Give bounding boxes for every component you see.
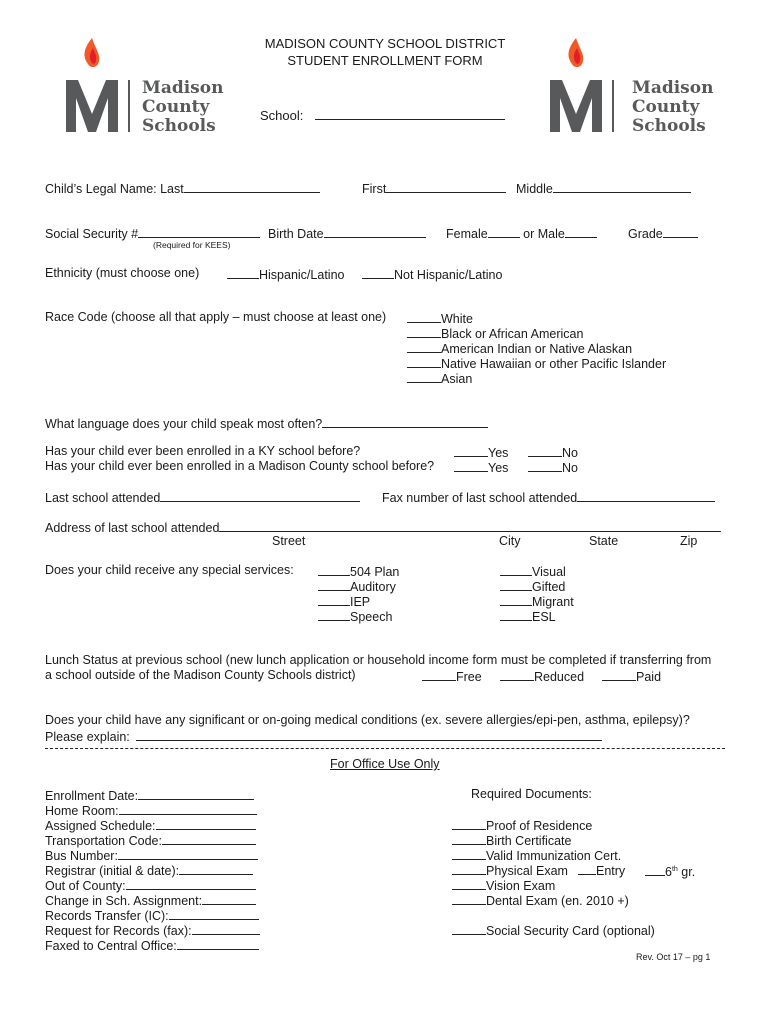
medical-question: Does your child have any significant or on-going medical conditions (ex. severe allergies/epi-pen, asthma, epilepsy)? [45, 713, 690, 727]
fax-last-school-field: Fax number of last school attended [382, 489, 715, 506]
office-use-title: For Office Use Only [330, 757, 440, 771]
service-option: Speech [318, 608, 392, 625]
office-field: Registrar (initial & date): [45, 862, 253, 879]
doc-checkbox[interactable] [452, 817, 486, 830]
grade-input[interactable] [663, 225, 698, 238]
language-field: What language does your child speak most often? [45, 415, 488, 432]
office-field: Request for Records (fax): [45, 922, 260, 939]
last-school-field: Last school attended [45, 489, 360, 506]
logo-text-right: Madison County Schools [632, 78, 714, 136]
name-row: Child’s Legal Name: Last [45, 180, 320, 197]
service-option: Migrant [500, 593, 574, 610]
office-input[interactable] [202, 892, 256, 905]
last-name-input[interactable] [184, 180, 320, 193]
madison-no: No [528, 459, 578, 476]
yes-checkbox[interactable] [454, 459, 488, 472]
doc-checkbox[interactable] [452, 847, 486, 860]
doc-checkbox[interactable] [452, 832, 486, 845]
office-input[interactable] [177, 937, 259, 950]
doc-item: Vision Exam [452, 877, 555, 894]
ssc-checkbox[interactable] [452, 922, 486, 935]
office-field: Enrollment Date: [45, 787, 254, 804]
service-option: Auditory [318, 578, 396, 595]
doc-item: Proof of Residence [452, 817, 592, 834]
doc-checkbox[interactable] [452, 892, 486, 905]
service-option: Gifted [500, 578, 565, 595]
office-field: Home Room: [45, 802, 257, 819]
ky-enrolled-question: Has your child ever been enrolled in a KY school before? [45, 444, 361, 458]
office-input[interactable] [118, 847, 258, 860]
service-option: 504 Plan [318, 563, 399, 580]
ssn-input[interactable] [138, 225, 260, 238]
middle-name-input[interactable] [553, 180, 691, 193]
office-divider [45, 748, 725, 749]
hispanic-checkbox[interactable] [227, 266, 259, 279]
service-checkbox[interactable] [500, 563, 532, 576]
office-input[interactable] [126, 877, 256, 890]
doc-item: Dental Exam (en. 2010 +) [452, 892, 629, 909]
gender-field: Female or Male [446, 225, 597, 242]
female-checkbox[interactable] [488, 225, 520, 238]
lunch-paid: Paid [602, 668, 661, 685]
not-hispanic-checkbox[interactable] [362, 266, 394, 279]
race-label: Race Code (choose all that apply – must choose at least one) [45, 310, 387, 324]
race-option: American Indian or Native Alaskan [407, 340, 632, 357]
form-title: STUDENT ENROLLMENT FORM [287, 53, 483, 68]
office-input[interactable] [119, 802, 257, 815]
race-checkbox[interactable] [407, 325, 441, 338]
service-checkbox[interactable] [318, 608, 350, 621]
no-checkbox[interactable] [528, 444, 562, 457]
ssn-field: Social Security # [45, 225, 260, 242]
office-input[interactable] [179, 862, 253, 875]
school-field: School: [260, 107, 505, 123]
service-option: ESL [500, 608, 556, 625]
first-name-field: First [362, 180, 506, 197]
medical-explain-input[interactable] [136, 728, 602, 741]
form-header [230, 35, 540, 69]
office-input[interactable] [192, 922, 260, 935]
race-checkbox[interactable] [407, 340, 441, 353]
ky-yes: Yes [454, 444, 508, 461]
doc-item: Physical Exam [452, 862, 568, 879]
birth-date-input[interactable] [324, 225, 426, 238]
school-input[interactable] [315, 107, 505, 120]
logo-text-left: Madison County Schools [142, 78, 224, 136]
service-checkbox[interactable] [500, 608, 532, 621]
office-input[interactable] [138, 787, 254, 800]
doc-checkbox[interactable] [452, 877, 486, 890]
doc-checkbox[interactable] [452, 862, 486, 875]
ethnicity-hispanic: Hispanic/Latino [227, 266, 344, 283]
district-title: MADISON COUNTY SCHOOL DISTRICT [264, 36, 506, 51]
address-state-label: State [589, 534, 619, 548]
race-option: Asian [407, 370, 472, 387]
ssn-note: (Required for KEES) [153, 240, 231, 250]
medical-explain-field: Please explain: [45, 728, 602, 745]
ky-no: No [528, 444, 578, 461]
address-field: Address of last school attended [45, 519, 721, 536]
address-zip-label: Zip [680, 534, 698, 548]
service-option: IEP [318, 593, 370, 610]
fax-last-school-input[interactable] [577, 489, 715, 502]
ethnicity-label: Ethnicity (must choose one) [45, 266, 200, 280]
free-checkbox[interactable] [422, 668, 456, 681]
middle-name-field: Middle [516, 180, 691, 197]
ethnicity-not-hispanic: Not Hispanic/Latino [362, 266, 502, 283]
physical-entry-field: Entry [578, 862, 625, 879]
revision-footer: Rev. Oct 17 – pg 1 [636, 952, 711, 962]
office-field: Assigned Schedule: [45, 817, 256, 834]
ssc-item: Social Security Card (optional) [452, 922, 655, 939]
birth-date-field: Birth Date [268, 225, 426, 242]
service-checkbox[interactable] [500, 593, 532, 606]
service-checkbox[interactable] [318, 563, 350, 576]
madison-yes: Yes [454, 459, 508, 476]
lunch-free: Free [422, 668, 482, 685]
lunch-status-text: Lunch Status at previous school (new lunch application or household income form must be completed if transferring from [45, 653, 712, 667]
last-school-input[interactable] [160, 489, 360, 502]
service-checkbox[interactable] [318, 578, 350, 591]
office-field: Out of County: [45, 877, 256, 894]
office-field: Bus Number: [45, 847, 258, 864]
race-checkbox[interactable] [407, 370, 441, 383]
service-checkbox[interactable] [318, 593, 350, 606]
lunch-reduced: Reduced [500, 668, 584, 685]
address-street-label: Street [272, 534, 306, 548]
service-option: Visual [500, 563, 566, 580]
entry-checkbox[interactable] [578, 862, 596, 875]
doc-item: Birth Certificate [452, 832, 571, 849]
lunch-status-text-2: a school outside of the Madison County Schools district) [45, 668, 356, 682]
doc-item: Valid Immunization Cert. [452, 847, 621, 864]
required-documents-title: Required Documents: [471, 787, 592, 801]
race-option: Native Hawaiian or other Pacific Islander [407, 355, 666, 372]
madison-enrolled-question: Has your child ever been enrolled in a Madison County school before? [45, 459, 435, 473]
reduced-checkbox[interactable] [500, 668, 534, 681]
race-option: White [407, 310, 473, 327]
office-input[interactable] [156, 817, 256, 830]
race-checkbox[interactable] [407, 310, 441, 323]
service-checkbox[interactable] [500, 578, 532, 591]
first-name-input[interactable] [386, 180, 506, 193]
race-checkbox[interactable] [407, 355, 441, 368]
office-input[interactable] [162, 832, 256, 845]
address-input[interactable] [219, 519, 721, 532]
office-field: Records Transfer (IC): [45, 907, 259, 924]
office-field: Transportation Code: [45, 832, 256, 849]
office-field: Change in Sch. Assignment: [45, 892, 256, 909]
language-input[interactable] [322, 415, 488, 428]
grade-field: Grade [628, 225, 698, 242]
yes-checkbox[interactable] [454, 444, 488, 457]
race-option: Black or African American [407, 325, 583, 342]
paid-checkbox[interactable] [602, 668, 636, 681]
male-checkbox[interactable] [565, 225, 597, 238]
office-field: Faxed to Central Office: [45, 937, 259, 954]
no-checkbox[interactable] [528, 459, 562, 472]
physical-sixth-field: 6th gr. [645, 862, 695, 880]
services-label: Does your child receive any special services: [45, 563, 294, 577]
sixth-grade-checkbox[interactable] [645, 863, 665, 876]
office-input[interactable] [169, 907, 259, 920]
address-city-label: City [499, 534, 521, 548]
